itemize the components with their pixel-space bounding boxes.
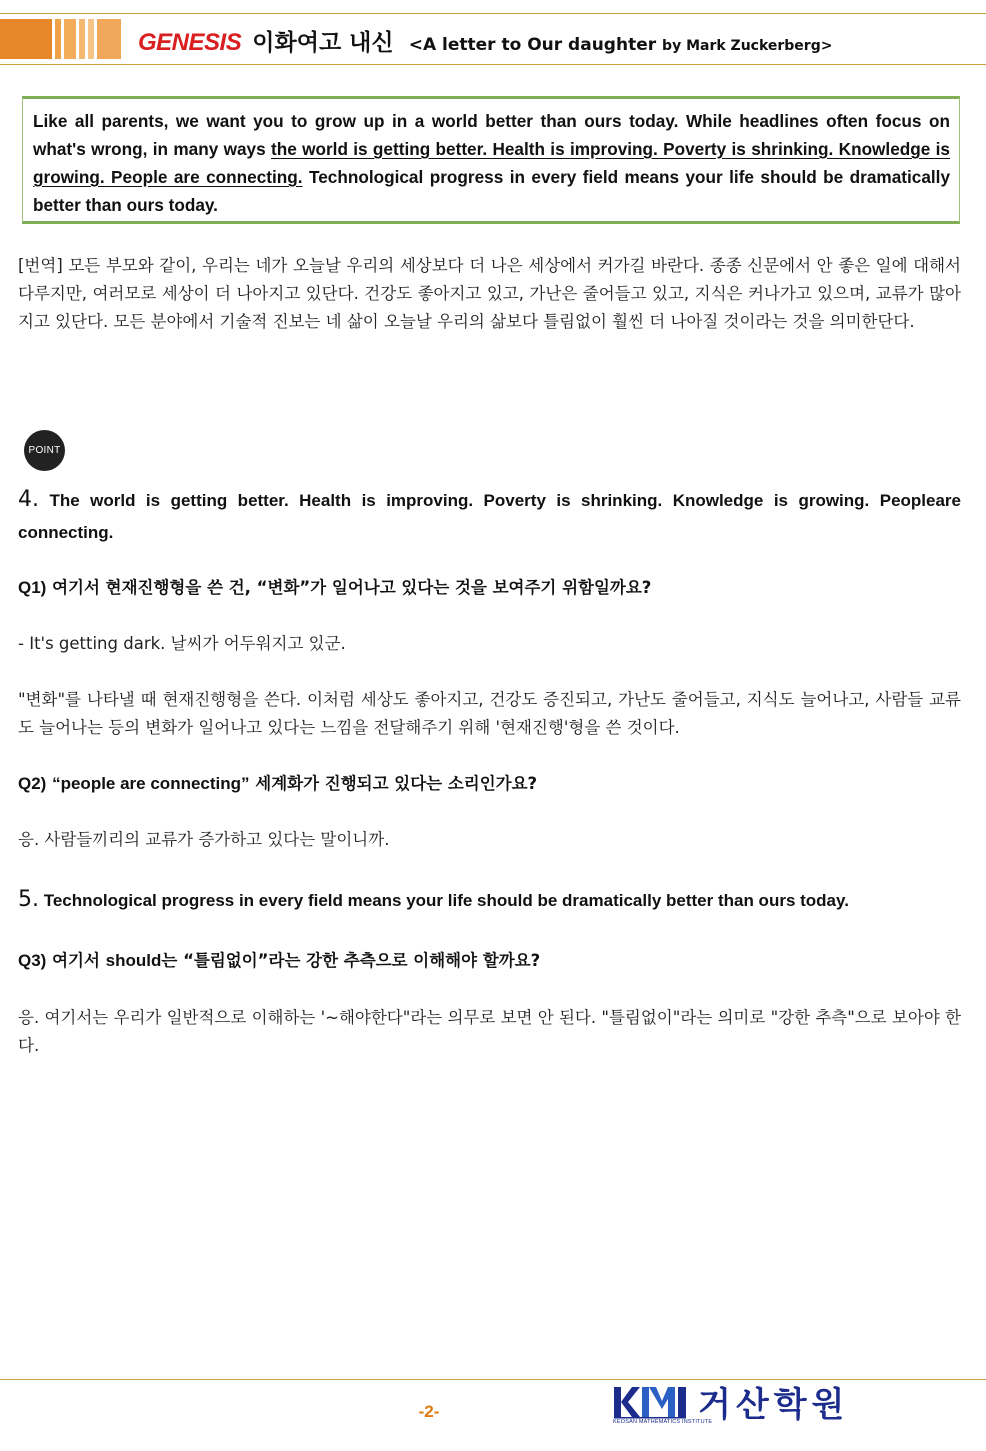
header-title: [138, 24, 832, 60]
item-5: [18, 884, 961, 917]
q1-example: - It's getting dark. 날씨가 어두워지고 있군.: [18, 634, 346, 653]
question-1: [18, 575, 961, 601]
header-top-rule: [0, 13, 986, 14]
brand-genesis: GENESIS: [138, 29, 242, 56]
point-badge-icon: POINT: [24, 430, 65, 471]
q2-label: Q2): [18, 774, 47, 793]
q1-answer: "변화"를 나타낼 때 현재진행형을 쓴다. 이처럼 세상도 좋아지고, 건강도 증진되고, 가난도 줄어들고, 지식도 늘어나고, 사람들 교류도 늘어나는 등의 변화가 일어나고 있다는 느낌을 전달해주기 위해 '현재진행'형을 쓴 것이다.: [18, 690, 961, 737]
header-bottom-rule: [0, 64, 986, 65]
passage-underlined: the world is getting better. Health is improving. Poverty is shrinking. Knowledge is growing. People are connecting.: [33, 139, 950, 187]
q2-text: 세계화가 진행되고 있다는 소리인가요?: [255, 774, 538, 793]
q2-answer: 응. 사람들끼리의 교류가 증가하고 있다는 말이니까.: [18, 830, 390, 849]
document-subtitle: <A letter to Our daughter by Mark Zuckerberg>: [408, 35, 833, 55]
q1-label: Q1): [18, 578, 47, 597]
item-4-text: The world is getting better. Health is improving. Poverty is shrinking. Knowledge is growing. Peopleare connecting.: [18, 491, 961, 542]
keosan-logo: [612, 1383, 880, 1429]
question-3: Q3) 여기서 should는 “틀림없이”라는 강한 추측으로 이해해야 할까요?: [18, 951, 541, 970]
q2-quote: “people are connecting”: [52, 774, 250, 793]
item-4-number: 4.: [18, 487, 39, 512]
item-4: [18, 484, 961, 549]
q1-text: 여기서 현재진행형을 쓴 건, “변화”가 일어나고 있다는 것을 보여주기 위함일까요?: [52, 578, 652, 597]
question-2: [18, 771, 961, 797]
header-color-bars: [0, 19, 125, 59]
item-5-number: 5.: [18, 887, 39, 912]
footer-rule: [0, 1379, 986, 1380]
logo-korean-name: 거산학원: [698, 1385, 850, 1425]
q3-label: Q3): [18, 951, 47, 970]
q3-answer: 응. 여기서는 우리가 일반적으로 이해하는 '~해야한다"라는 의무로 보면 안 된다. "틀림없이"라는 의미로 "강한 추측"으로 보아야 한다.: [18, 1008, 961, 1055]
school-exam-label: 이화여고 내신: [252, 30, 394, 56]
translation-text: [번역] 모든 부모와 같이, 우리는 네가 오늘날 우리의 세상보다 더 나은 세상에서 커가길 바란다. 종종 신문에서 안 좋은 일에 대해서 다루지만, 여러모로 세상이 더 나아지고 있단다. 건강도 좋아지고 있고, 가난은 줄어들고 있고, 지식은 커나가고 있으며, 교류가 많아지고 있단다. 모든 분야에서 기술적 진보는 네 삶이 오늘날 우리의 삶보다 틀림없이 훨씬 더 나아질 것이라는 것을 의미한단다.: [18, 256, 961, 331]
logo-subtitle: KEOSAN MATHEMATICS INSTITUTE: [613, 1419, 713, 1425]
item-5-text: Technological progress in every field means your life should be dramatically better than ours today.: [43, 891, 849, 910]
passage-text: Like all parents, we want you to grow up in a world better than ours today. While headlines often focus on what's wrong, in many ways the world is getting better. Health is improving. Poverty is shrinking. Knowledge is growing. People are connecting. Technological progress in every field means your life should be dramatically better than ours today.: [33, 111, 950, 215]
passage-box: [22, 96, 960, 224]
translation-block: [18, 252, 961, 336]
page-number: -2-: [418, 1402, 440, 1421]
